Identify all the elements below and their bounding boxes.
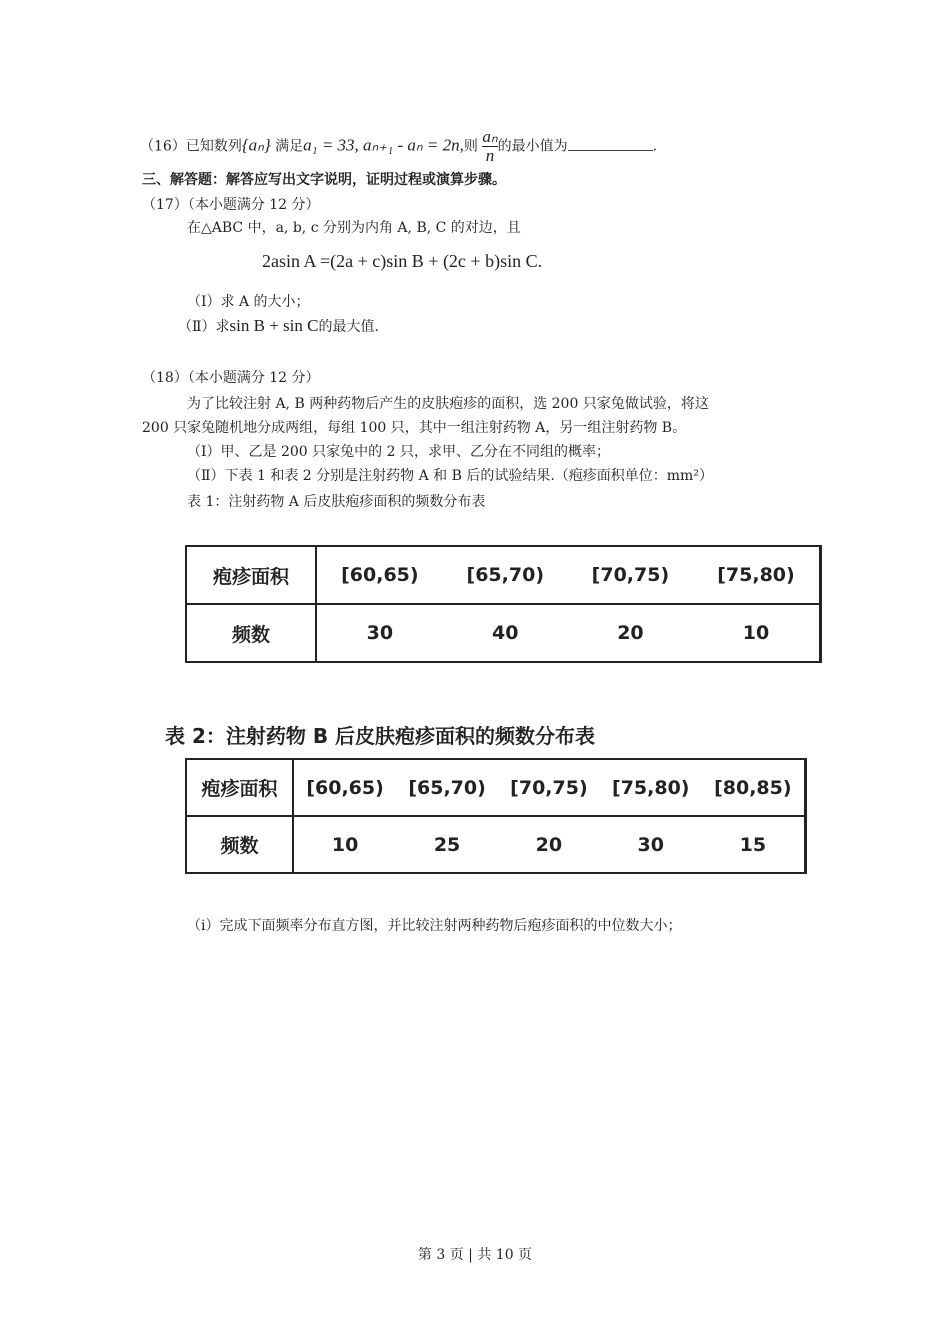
q18-part2: （Ⅱ）下表 1 和表 2 分别是注射药物 A 和 B 后的试验结果.（疱疹面积单位：mm²） — [187, 468, 713, 484]
q17-part2 — [178, 316, 379, 337]
q17-header: （17）（本小题满分 12 分） — [142, 197, 320, 213]
q17-part2-expr: sin B + sin C — [229, 316, 319, 335]
freq-cell: 30 — [600, 816, 702, 873]
q16-fraction — [482, 128, 497, 165]
q17-part1: （Ⅰ）求 A 的大小； — [187, 294, 310, 310]
interval-cell: [75,80) — [693, 546, 821, 604]
page-footer: 第 3 页 | 共 10 页 — [417, 1247, 533, 1263]
interval-cell: [60,65) — [316, 546, 443, 604]
interval-cell: [65,70) — [443, 546, 568, 604]
freq-cell: 15 — [702, 816, 806, 873]
fraction-numerator: aₙ — [482, 127, 498, 146]
q16-sequence: {aₙ} — [241, 135, 271, 155]
interval-cell: [80,85) — [702, 759, 806, 816]
q16-prefix: （16）已知数列 — [140, 138, 242, 155]
q16-condition: a₁ = 33, aₙ₊₁ - aₙ = 2n, — [303, 135, 464, 155]
table2 — [185, 758, 807, 874]
interval-cell: [65,70) — [396, 759, 498, 816]
interval-cell: [70,75) — [498, 759, 600, 816]
q18-part1: （Ⅰ）甲、乙是 200 只家兔中的 2 只，求甲、乙分在不同组的概率； — [187, 444, 610, 460]
q18-line1: 为了比较注射 A, B 两种药物后产生的皮肤疱疹的面积，选 200 只家兔做试验，将这 — [187, 396, 709, 412]
q16-then: 则 — [463, 138, 478, 155]
table-header-cell: 频数 — [186, 816, 293, 873]
table-header-cell: 疱疹面积 — [186, 759, 293, 816]
interval-cell: [75,80) — [600, 759, 702, 816]
q18-header: （18）（本小题满分 12 分） — [142, 370, 320, 386]
q17-part2-prefix: （Ⅱ）求 — [178, 319, 230, 335]
table1-title: 表 1：注射药物 A 后皮肤疱疹面积的频数分布表 — [187, 494, 486, 510]
answer-blank — [568, 136, 653, 151]
table2-title: 表 2：注射药物 B 后皮肤疱疹面积的频数分布表 — [165, 724, 596, 748]
table-header-cell: 疱疹面积 — [186, 546, 316, 604]
q18-line2: 200 只家兔随机地分成两组，每组 100 只，其中一组注射药物 A，另一组注射药物 B。 — [142, 420, 687, 436]
interval-cell: [60,65) — [293, 759, 396, 816]
q16-cond-label: 满足 — [275, 138, 304, 155]
q17-stem: 在△ABC 中，a, b, c 分别为内角 A, B, C 的对边，且 — [187, 220, 521, 236]
freq-cell: 10 — [293, 816, 396, 873]
freq-cell: 25 — [396, 816, 498, 873]
freq-cell: 20 — [498, 816, 600, 873]
q17-part2-suffix: 的最大值. — [318, 319, 379, 335]
q16-suffix: 的最小值为 — [497, 138, 568, 155]
q17-formula: 2asin A =(2a + c)sin B + (2c + b)sin C. — [262, 251, 543, 271]
interval-cell: [70,75) — [568, 546, 693, 604]
q18-part2-i: （ⅰ）完成下面频率分布直方图，并比较注射两种药物后疱疹面积的中位数大小； — [187, 918, 682, 934]
fraction-denominator: n — [485, 146, 495, 165]
freq-cell: 30 — [316, 604, 443, 662]
freq-cell: 20 — [568, 604, 693, 662]
table-header-cell: 频数 — [186, 604, 316, 662]
freq-cell: 10 — [693, 604, 821, 662]
section-heading: 三、解答题：解答应写出文字说明，证明过程或演算步骤。 — [142, 172, 506, 188]
table1 — [185, 545, 822, 663]
q16-end: . — [652, 138, 658, 155]
question-16 — [140, 128, 657, 165]
freq-cell: 40 — [443, 604, 568, 662]
